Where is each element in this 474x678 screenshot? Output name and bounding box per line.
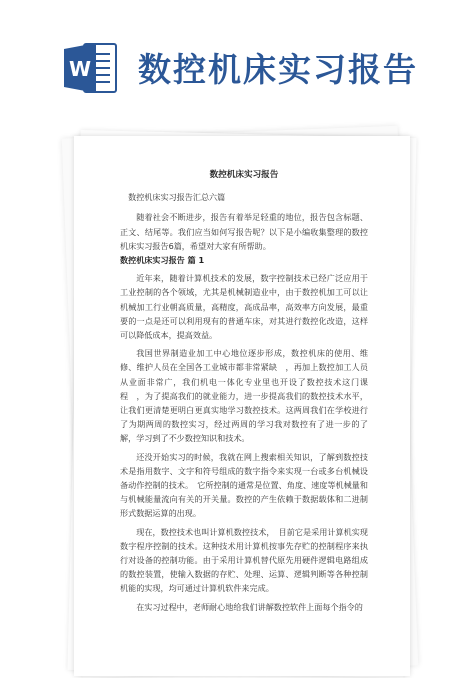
body-paragraph: 现在，数控技术也叫计算机数控技术， 目前它是采用计算机实现数字程序控制的技术。这种技术用计算机按事先存贮的控制程序来执行对设备的控制功能。由于采用计算机替代原先用硬件逻辑电路组成的数控装置，使输入数据的存贮、处理、运算、逻辑判断等各种控制机能的实现，均可通过计算机软件来完成。 bbox=[120, 526, 368, 594]
body-paragraph: 我国世界制造业加工中心地位逐步形成，数控机床的使用、维修、维护人员在全国各工业城市都非常紧缺 ，再加上数控加工人员从业面非常广，我们机电一体化专业里也开设了数控技术这门课程 ，为了提高我们的就业能力，进一步提高我们的数控技术水平，让我们更清楚更明白更真实地学习数控技术。这两周我们在学校进行了为期两周的数控实习，经过两周的学习我对数控有了进一步的了解，学习到了不少数控知识和技术。 bbox=[120, 348, 368, 444]
word-icon-letter: W bbox=[68, 57, 92, 81]
document-title: 数控机床实习报告 bbox=[209, 170, 279, 180]
document-page bbox=[74, 136, 410, 676]
banner bbox=[0, 0, 474, 112]
body-paragraph: 还没开始实习的时候，我就在网上搜索相关知识，了解到数控技术是指用数字、文字和符号组成的数字指令来实现一台或多台机械设备动作控制的技术。 它所控制的通常是位置、角度、速度等机械量和与机械能量流向有关的开关量。数控的产生依赖于数据载体和二进制形式数据运算的出现。 bbox=[120, 451, 368, 519]
document-preview bbox=[72, 132, 412, 672]
document-content bbox=[120, 168, 368, 614]
body-paragraph: 在实习过程中，老师耐心地给我们讲解数控软件上面每个指令的 bbox=[136, 601, 363, 612]
banner-title: 数控机床实习报告 bbox=[138, 50, 418, 89]
word-document-icon bbox=[62, 40, 118, 96]
document-subtitle: 数控机床实习报告汇总六篇 bbox=[128, 192, 226, 203]
body-paragraph: 近年来，随着计算机技术的发展，数字控制技术已经广泛应用于工业控制的各个领域，尤其是机械制造业中，由于数控机加工可以让机械加工行业朝高质量，高精度，高成品率，高效率方向发展，最重要的一点是还可以利用现有的普通车床，对其进行数控化改造，这样可以降低成本，提高效益。 bbox=[120, 273, 368, 341]
intro-paragraph: 随着社会不断进步，报告有着举足轻重的地位，报告包含标题、正文、结尾等。我们应当如何写报告呢？以下是小编收集整理的数控机床实习报告6篇，希望对大家有所帮助。 bbox=[120, 212, 368, 251]
section-heading: 数控机床实习报告 篇 1 bbox=[120, 255, 205, 266]
